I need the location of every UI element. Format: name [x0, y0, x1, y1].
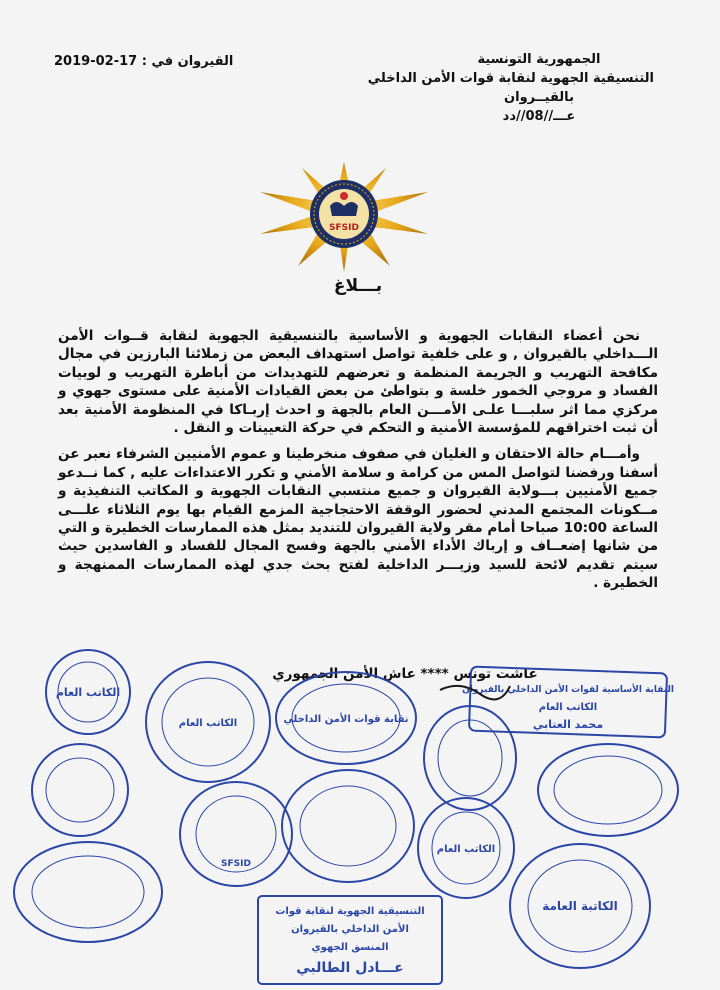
letterhead-organization: التنسيقية الجهوية لنقابة قوات الأمن الداخلي: [367, 71, 654, 86]
stamp-seal-9: [14, 842, 162, 942]
signature-line-1: التنسيقية الجهوية لنقابة قوات: [275, 906, 425, 917]
letterhead-city: بالقيــروان: [504, 90, 574, 105]
top-right-stamp-line-3: محمد العتابي: [532, 718, 604, 731]
stamps-area: [0, 630, 720, 990]
top-right-stamp-line-1: النقابة الأساسية لقوات الأمن الداخلي بالقيروان: [462, 685, 674, 695]
signature-line-2: الأمن الداخلي بالقيروان: [291, 924, 409, 935]
letterhead-country: الجمهورية التونسية: [477, 52, 601, 67]
seal-1-label: الكاتب العام: [55, 686, 121, 699]
seal-3-label: نقابة قوات الأمن الداخلي: [283, 714, 409, 725]
stamp-seal-5: [538, 744, 678, 836]
signature-line-3: المنسق الجهوي: [311, 942, 389, 953]
closing-slogan: عاشت تونس **** عاش الأمن الجمهوري: [272, 666, 538, 682]
emblem-flag-icon: [340, 192, 348, 200]
signature-line-4: عـــادل الطالبي: [296, 960, 404, 976]
announcement-body: [58, 327, 658, 601]
body-paragraph-2: وأمـــام حالة الاحتقان و الغليان في صفوف منخرطينا و عموم الأمنيين الشرفاء نعبر عن أسفنا ورفضنا لتواصل المس من كرامة و سلامة الأمني و تكرر الاعتداءات عليه , كما نــدعو جميع الأمنيين بـــولاية القيروان و جميع منتسبي النقابات الجهوية و المكاتب التنفيذية و مــكونات المجتمع المدني لحضور الوقفة الاحتجاجية المزمع القيام بها يوم الثلاثاء علـــى الساعة 10:00 صباحا أمام مقر ولاية القيروان للتنديد بمثل هذه الممارسات الخطيرة و التي من شانها إضعــاف و إرباك الأداء الأمني بالجهة وفسح المجال للفساد و الفاسدين حيث سيتم تقديم لائحة للسيد وزيـــر الداخلية لفتح بحث جدي لهذه الممارسات الممنهجة و الخطيرة .: [58, 446, 658, 592]
union-emblem: [258, 162, 430, 272]
seal-2-label: الكاتب العام: [178, 718, 238, 729]
emblem-text: SFSID: [329, 223, 359, 233]
date-line: القيروان في : 17-02-2019: [54, 54, 234, 69]
letterhead-reference: عـــ//08//دد: [502, 109, 576, 124]
body-paragraph-1: نحن أعضاء النقابات الجهوية و الأساسية بالتنسيقية الجهوية لنقابة قــوات الأمن الـــداخلي بالقيروان , و على خلفية تواصل استهداف البعض من زملائنا البارزين في مجال مكافحة التهريب و الجريمة المنظمة و تعرضهم للتهديدات من أباطرة التهريب و لوبيات الفساد و مروجي الخمور خلسة و بتواطئ من بعض القيادات الأمنية على مستوى جهوي و مركزي مما اثر سلبـــا علـى الأمـــن العام بالجهة و احدث إربـاكا في المنظومة الأمنية بعد أن ثبت اختراقهم للمؤسسة الأمنية و التحكم في حركة التعيينات و النقل .: [58, 328, 658, 437]
document-title: بـــلاغ: [333, 276, 383, 296]
seal-10-label: الكاتبة العامة: [542, 899, 618, 913]
seal-8-label: الكاتب العام: [436, 844, 496, 855]
stamp-seal-sfsid: [180, 782, 292, 886]
letterhead: [324, 50, 654, 126]
seal-sfsid-label: SFSID: [221, 859, 251, 869]
top-right-stamp-line-2: الكاتب العام: [538, 702, 598, 713]
stamp-seal-7: [282, 770, 414, 882]
